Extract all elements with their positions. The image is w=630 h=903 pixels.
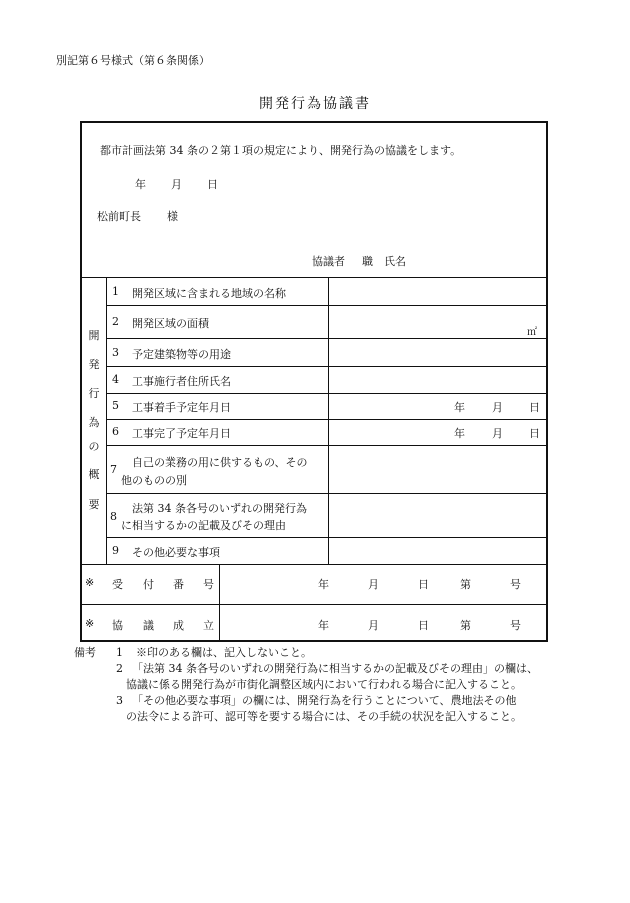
item-3-num: 3 xyxy=(112,346,119,359)
note-3-num: 3 xyxy=(116,694,123,707)
note-3-line1: 「その他必要な事項」の欄には、開発行為を行うことについて、農地法その他 xyxy=(132,694,517,707)
item-6-label: 工事完了予定年月日 xyxy=(132,427,231,440)
date-year-label: 年 xyxy=(135,178,146,191)
item-9-num: 9 xyxy=(112,544,119,557)
agreement-month: 月 xyxy=(368,619,379,632)
item-1-num: 1 xyxy=(112,285,119,298)
form-table xyxy=(80,121,548,642)
agreement-day: 日 xyxy=(418,619,429,632)
item-6-num: 6 xyxy=(112,425,119,438)
agreement-go: 号 xyxy=(510,619,521,632)
agreement-char-2: 議 xyxy=(143,619,154,632)
item-7-label-line1: 自己の業務の用に供するもの、その xyxy=(132,456,308,469)
item-8-num: 8 xyxy=(110,510,117,523)
date-month-label: 月 xyxy=(171,178,182,191)
note-3-line2: の法令による許可、認可等を要する場合には、その手続の状況を記入すること。 xyxy=(126,710,522,723)
receipt-dai: 第 xyxy=(460,578,471,591)
item-2-num: 2 xyxy=(112,315,119,328)
item-6-day: 日 xyxy=(529,427,540,440)
receipt-char-2: 付 xyxy=(143,578,154,591)
receipt-char-3: 番 xyxy=(173,578,184,591)
item-5-num: 5 xyxy=(112,399,119,412)
receipt-go: 号 xyxy=(510,578,521,591)
side-label-char: 要 xyxy=(88,498,100,511)
item-5-month: 月 xyxy=(492,401,503,414)
item-7-label-line2: 他のものの別 xyxy=(121,474,187,487)
addressee: 松前町長 xyxy=(97,210,141,223)
side-label-char: 概 xyxy=(88,468,100,481)
item-8-label-line2: に相当するかの記載及びその理由 xyxy=(121,519,286,532)
date-day-label: 日 xyxy=(207,178,218,191)
item-5-day: 日 xyxy=(529,401,540,414)
item-1-label: 開発区域に含まれる地域の名称 xyxy=(132,287,286,300)
area-unit: ㎡ xyxy=(527,327,537,338)
office-mark: ※ xyxy=(85,576,95,589)
note-2-line2: 協議に係る開発行為が市街化調整区域内において行われる場合に記入すること。 xyxy=(126,678,522,691)
item-7-num: 7 xyxy=(110,463,117,476)
addressee-honorific: 様 xyxy=(167,210,178,223)
receipt-year: 年 xyxy=(318,578,329,591)
agreement-char-4: 立 xyxy=(203,619,214,632)
position-label: 職 xyxy=(362,255,373,268)
receipt-day: 日 xyxy=(418,578,429,591)
item-5-label: 工事着手予定年月日 xyxy=(132,401,231,414)
office-mark: ※ xyxy=(85,617,95,630)
name-label: 氏名 xyxy=(384,255,406,268)
side-label-char: 開 xyxy=(88,329,100,342)
item-6-year: 年 xyxy=(454,427,465,440)
item-8-label-line1: 法第 34 条各号のいずれの開発行為 xyxy=(132,502,307,515)
agreement-char-1: 協 xyxy=(112,619,123,632)
note-1-line1: ※印のある欄は、記入しないこと。 xyxy=(136,646,312,659)
item-9-label: その他必要な事項 xyxy=(132,546,220,559)
form-reference: 別記第６号様式（第６条関係） xyxy=(56,54,210,67)
item-2-label: 開発区域の面積 xyxy=(132,317,209,330)
side-label-char: 行 xyxy=(88,387,100,400)
side-label-char: 為 xyxy=(88,416,100,429)
item-4-num: 4 xyxy=(112,373,119,386)
remarks-heading: 備考 xyxy=(74,646,96,659)
receipt-month: 月 xyxy=(368,578,379,591)
agreement-year: 年 xyxy=(318,619,329,632)
intro-statement: 都市計画法第 34 条の２第１項の規定により、開発行為の協議をします。 xyxy=(100,144,462,157)
note-2-num: 2 xyxy=(116,662,123,675)
page-title: 開発行為協議書 xyxy=(259,96,371,112)
item-3-label: 予定建築物等の用途 xyxy=(132,348,231,361)
agreement-dai: 第 xyxy=(460,619,471,632)
side-label-char: 発 xyxy=(88,358,100,371)
note-2-line1: 「法第 34 条各号のいずれの開発行為に相当するかの記載及びその理由」の欄は、 xyxy=(132,662,538,675)
item-4-label: 工事施行者住所氏名 xyxy=(132,375,231,388)
applicant-label: 協議者 xyxy=(312,255,345,268)
note-1-num: 1 xyxy=(116,646,123,659)
item-5-year: 年 xyxy=(454,401,465,414)
receipt-char-4: 号 xyxy=(203,578,214,591)
agreement-char-3: 成 xyxy=(173,619,184,632)
item-6-month: 月 xyxy=(492,427,503,440)
receipt-char-1: 受 xyxy=(112,578,123,591)
side-label-char: の xyxy=(88,440,100,453)
